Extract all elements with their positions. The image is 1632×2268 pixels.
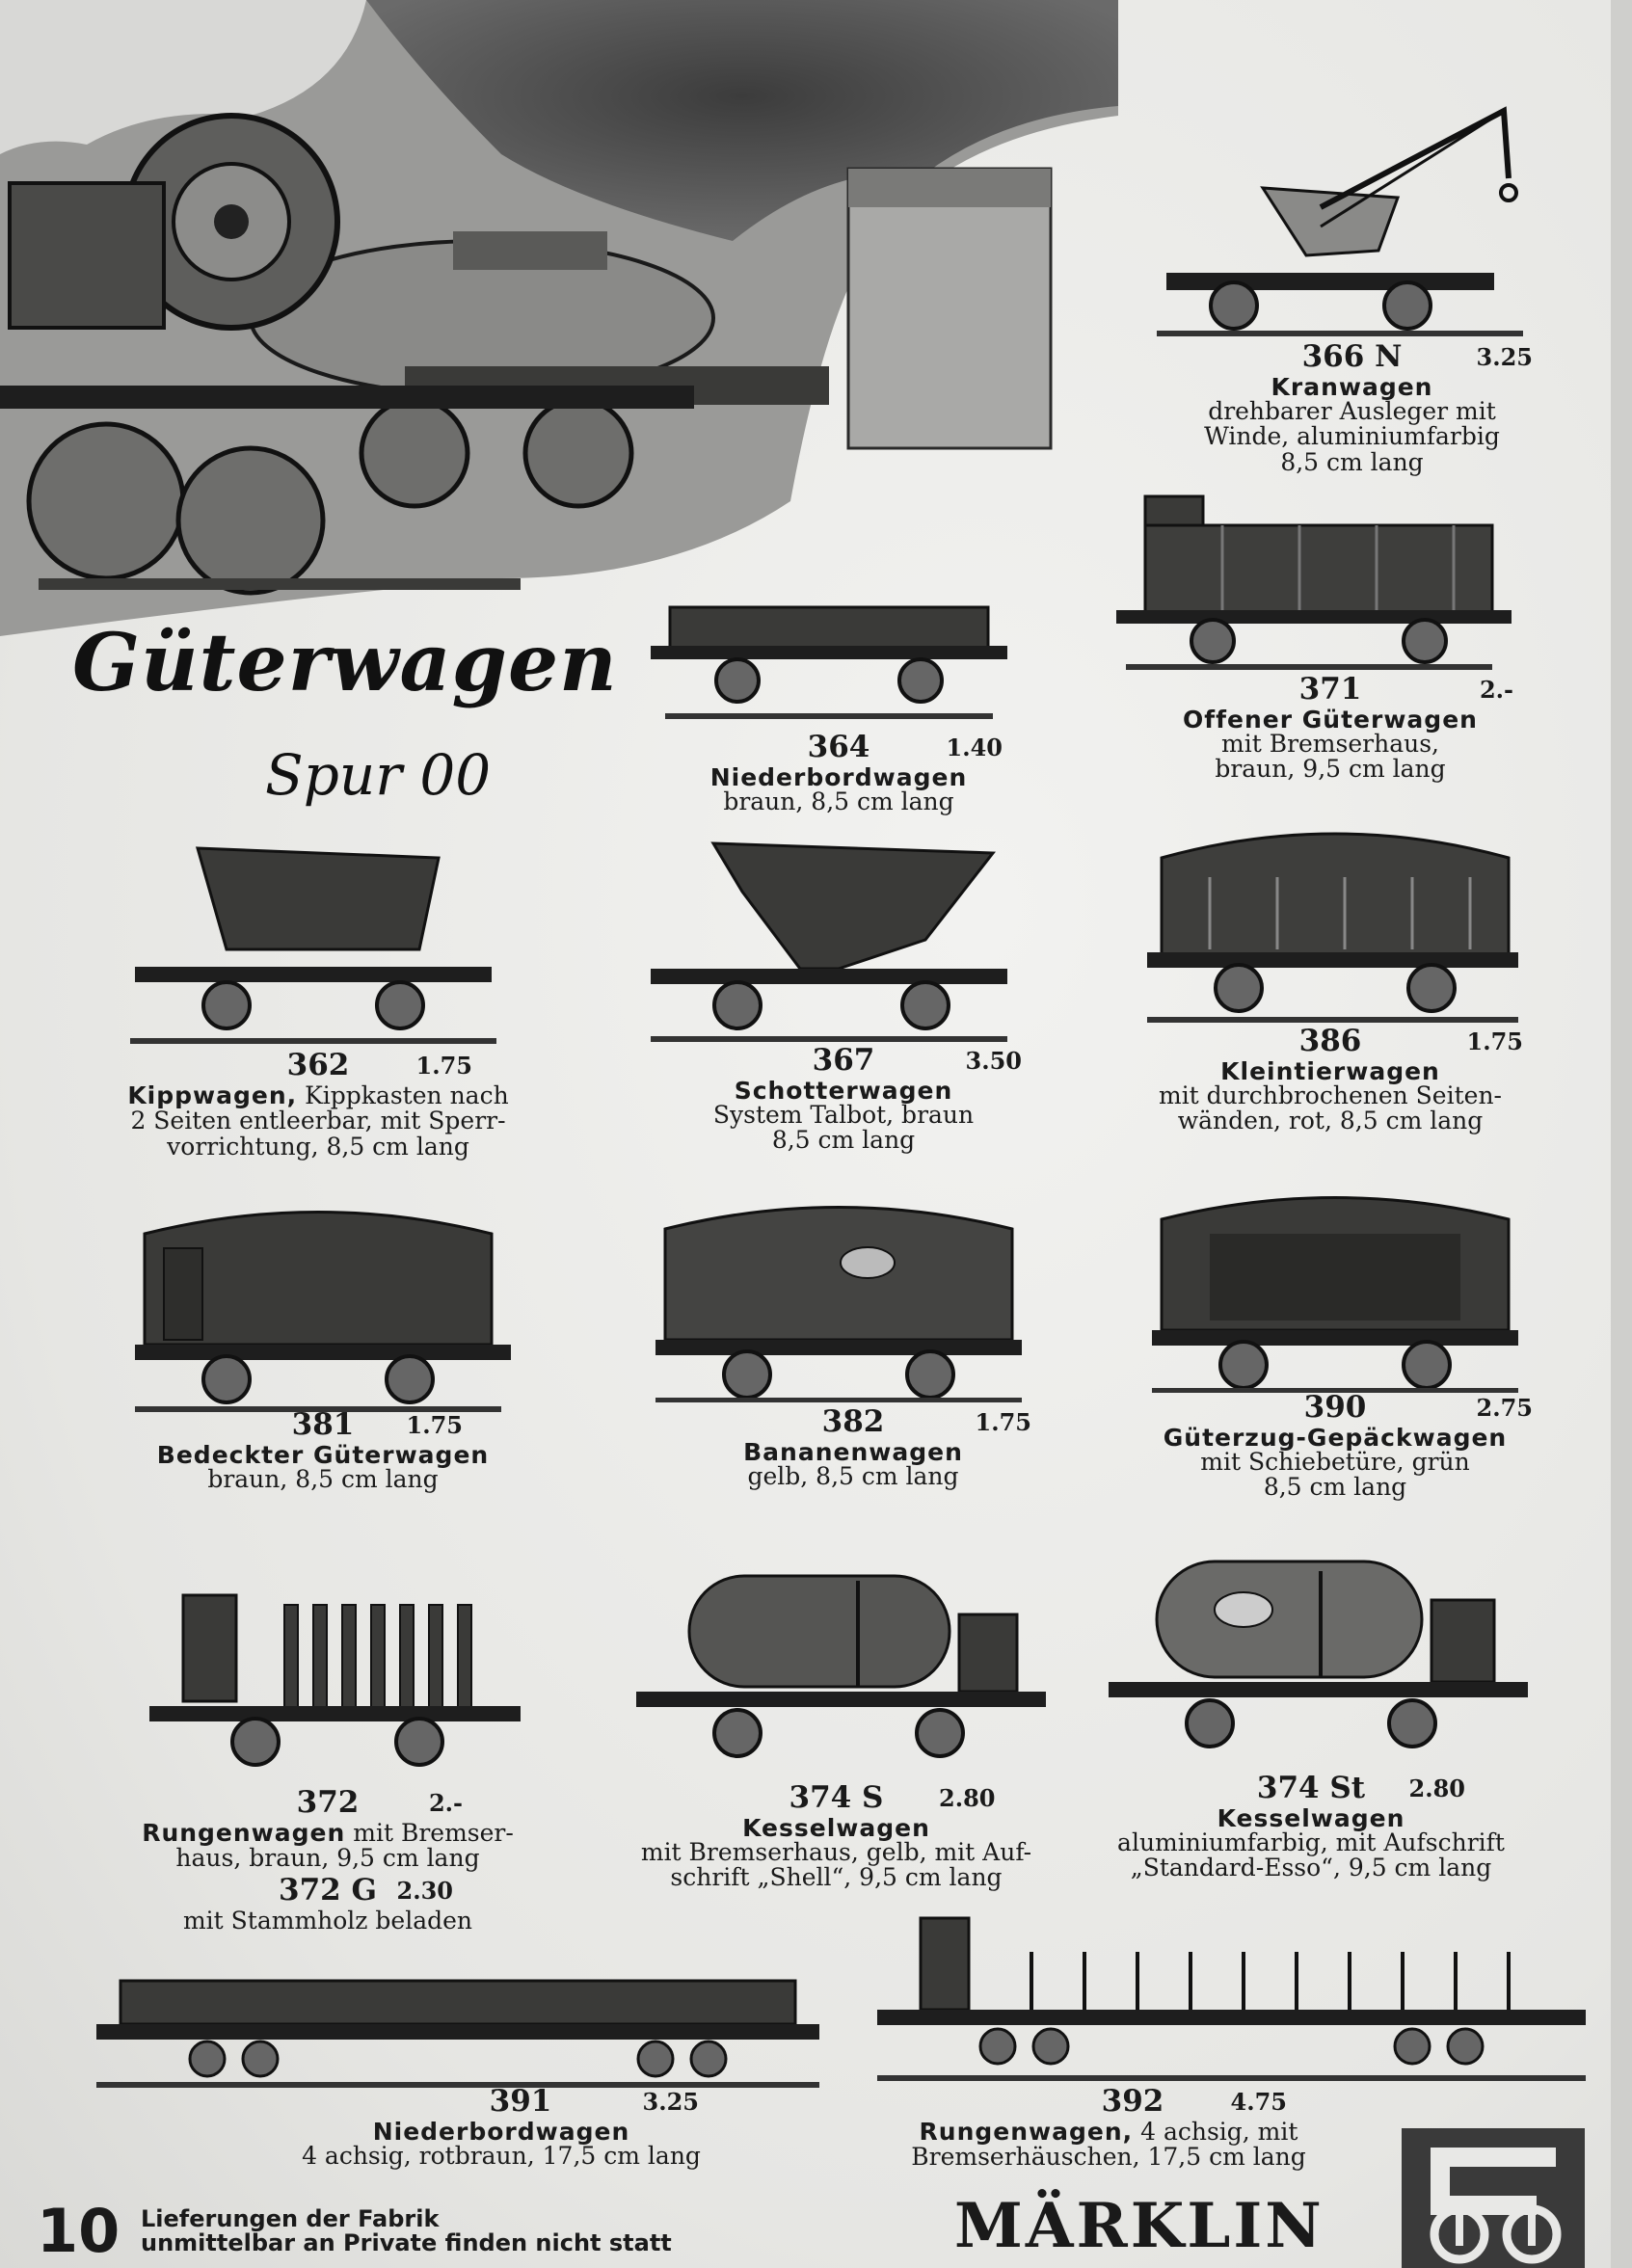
item-number: 367 bbox=[812, 1043, 875, 1078]
item-desc: 8,5 cm lang bbox=[771, 1126, 916, 1155]
item-price: 3.25 bbox=[1476, 343, 1533, 371]
item-number: 371 bbox=[1298, 672, 1362, 707]
item-desc: 8,5 cm lang bbox=[1280, 447, 1424, 476]
item-number: 386 bbox=[1298, 1024, 1362, 1058]
locomotive-illustration bbox=[0, 0, 1118, 636]
item-desc: braun, 9,5 cm lang bbox=[1215, 755, 1446, 784]
item-364-caption bbox=[675, 730, 1003, 815]
page-title: Güterwagen bbox=[72, 617, 618, 709]
item-name: Kesselwagen bbox=[742, 1814, 930, 1842]
item-price: 2.80 bbox=[939, 1784, 996, 1812]
item-desc: braun, 8,5 cm lang bbox=[723, 787, 954, 815]
item-price: 3.50 bbox=[965, 1047, 1022, 1075]
footer-note bbox=[141, 2207, 672, 2255]
item-name: Niederbordwagen bbox=[709, 763, 968, 791]
item-desc: schrift „Shell“, 9,5 cm lang bbox=[670, 1863, 1003, 1892]
item-price: 4.75 bbox=[1230, 2088, 1287, 2116]
item-number: 391 bbox=[489, 2084, 552, 2119]
item-desc: aluminiumfarbig, mit Aufschrift bbox=[1117, 1828, 1505, 1856]
item-382-caption bbox=[675, 1404, 1031, 1490]
item-price: 1.75 bbox=[1466, 1027, 1523, 1055]
item-price: 2.80 bbox=[1408, 1774, 1465, 1802]
tipper-wagon-image bbox=[120, 834, 506, 1051]
item-number: 382 bbox=[821, 1404, 885, 1439]
item-name-rest: Kippkasten nach bbox=[297, 1081, 509, 1109]
item-name-rest: 4 achsig, mit bbox=[1133, 2118, 1298, 2146]
item-391-caption bbox=[217, 2084, 786, 2170]
footer-note-line: Lieferungen der Fabrik bbox=[141, 2205, 440, 2232]
item-392-caption bbox=[901, 2084, 1316, 2172]
item-desc: drehbarer Ausleger mit bbox=[1208, 397, 1496, 425]
item-name-rest: mit Bremser- bbox=[345, 1819, 514, 1847]
item-desc: haus, braun, 9,5 cm lang bbox=[175, 1844, 480, 1873]
tank-wagon-shell-image bbox=[631, 1561, 1051, 1778]
low-side-wagon-image bbox=[646, 598, 1012, 723]
item-desc: wänden, rot, 8,5 cm lang bbox=[1177, 1107, 1484, 1135]
item-desc: mit durchbrochenen Seiten- bbox=[1158, 1081, 1502, 1109]
item-374st-caption bbox=[1089, 1771, 1533, 1882]
item-name: Schotterwagen bbox=[734, 1077, 953, 1105]
item-price: 2.75 bbox=[1476, 1394, 1533, 1422]
item-desc: System Talbot, braun bbox=[712, 1101, 975, 1129]
page-number: 10 bbox=[37, 2196, 120, 2266]
item-price: 2.- bbox=[1479, 676, 1513, 704]
item-number: 366 N bbox=[1301, 339, 1403, 374]
item-name: Kranwagen bbox=[1271, 373, 1433, 401]
item-name: Bananenwagen bbox=[743, 1438, 963, 1466]
stake-wagon-image bbox=[149, 1586, 525, 1778]
freight-baggage-wagon-image bbox=[1152, 1176, 1523, 1393]
footer-note-line: unmittelbar an Private finden nicht statt bbox=[141, 2229, 672, 2257]
item-374s-caption bbox=[617, 1780, 1056, 1892]
item-name: Bedeckter Güterwagen bbox=[156, 1441, 490, 1469]
ballast-wagon-image bbox=[646, 834, 1017, 1051]
open-freight-wagon-image bbox=[1107, 487, 1521, 670]
four-axle-stake-wagon-image bbox=[872, 1913, 1591, 2087]
item-name: Niederbordwagen bbox=[372, 2118, 630, 2146]
item-desc: braun, 8,5 cm lang bbox=[207, 1465, 439, 1493]
item-name: Rungenwagen, bbox=[919, 2118, 1134, 2146]
item-desc: 8,5 cm lang bbox=[1263, 1473, 1407, 1502]
item-desc: Bremserhäuschen, 17,5 cm lang bbox=[911, 2143, 1306, 2172]
crane-wagon-image bbox=[1137, 101, 1552, 337]
item-price: 1.75 bbox=[975, 1408, 1031, 1436]
item-366n-caption bbox=[1171, 339, 1533, 476]
item-desc: mit Schiebetüre, grün bbox=[1200, 1448, 1470, 1476]
item-362-caption bbox=[106, 1048, 530, 1161]
item-name: Rungenwagen bbox=[142, 1819, 346, 1847]
item-number: 374 S bbox=[789, 1780, 884, 1815]
item-371-caption bbox=[1147, 672, 1513, 784]
item-name: Kippwagen, bbox=[127, 1081, 298, 1109]
item-desc: „Standard-Esso“, 9,5 cm lang bbox=[1130, 1854, 1492, 1882]
item-desc: gelb, 8,5 cm lang bbox=[747, 1462, 959, 1490]
item-price: 1.75 bbox=[415, 1052, 472, 1080]
item-name: Offener Güterwagen bbox=[1183, 706, 1478, 734]
item-price: 2.- bbox=[428, 1789, 463, 1817]
item-sub-desc: mit Stammholz beladen bbox=[182, 1906, 473, 1934]
item-desc: mit Bremserhaus, bbox=[1221, 730, 1439, 758]
page-subtitle: Spur 00 bbox=[265, 742, 492, 808]
item-390-caption bbox=[1137, 1390, 1533, 1502]
item-sub-number: 372 G bbox=[279, 1872, 377, 1908]
item-number: 392 bbox=[1101, 2084, 1164, 2119]
four-axle-low-side-wagon-image bbox=[92, 1966, 824, 2092]
item-desc: mit Bremserhaus, gelb, mit Auf- bbox=[640, 1838, 1032, 1866]
item-desc: 4 achsig, rotbraun, 17,5 cm lang bbox=[302, 2142, 701, 2170]
banana-wagon-image bbox=[655, 1186, 1027, 1402]
small-livestock-wagon-image bbox=[1142, 810, 1523, 1027]
item-price: 1.75 bbox=[406, 1411, 463, 1439]
covered-freight-wagon-image bbox=[135, 1190, 516, 1412]
item-name: Güterzug-Gepäckwagen bbox=[1163, 1424, 1508, 1452]
item-number: 390 bbox=[1303, 1390, 1367, 1425]
item-381-caption bbox=[130, 1407, 516, 1493]
item-sub-price: 2.30 bbox=[396, 1876, 453, 1905]
page-edge bbox=[1611, 0, 1632, 2268]
item-name: Kesselwagen bbox=[1217, 1804, 1405, 1832]
item-price: 3.25 bbox=[642, 2088, 699, 2116]
item-name: Kleintierwagen bbox=[1220, 1057, 1440, 1085]
item-desc: vorrichtung, 8,5 cm lang bbox=[167, 1132, 469, 1161]
maerklin-logo-icon bbox=[1402, 2128, 1585, 2268]
item-number: 372 bbox=[296, 1785, 360, 1820]
item-desc: 2 Seiten entleerbar, mit Sperr- bbox=[130, 1107, 506, 1135]
item-372-caption bbox=[106, 1785, 549, 1934]
item-number: 381 bbox=[291, 1407, 355, 1442]
tank-wagon-esso-image bbox=[1104, 1552, 1533, 1769]
item-386-caption bbox=[1137, 1024, 1523, 1135]
item-price: 1.40 bbox=[946, 734, 1003, 761]
item-number: 374 St bbox=[1256, 1771, 1366, 1805]
item-367-caption bbox=[665, 1043, 1022, 1155]
item-number: 362 bbox=[286, 1048, 350, 1082]
brand-wordmark: MÄRKLIN bbox=[954, 2190, 1324, 2262]
item-number: 364 bbox=[807, 730, 870, 764]
item-desc: Winde, aluminiumfarbig bbox=[1204, 422, 1500, 451]
